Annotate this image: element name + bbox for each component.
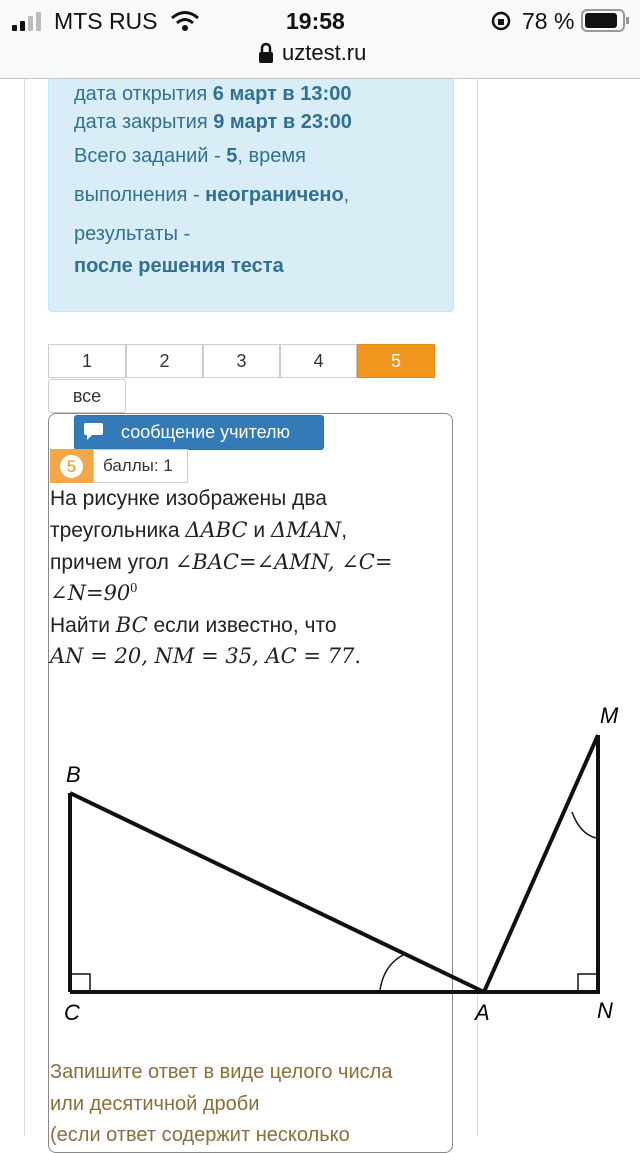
math-angles: ∠BAC=∠AMN, ∠C=	[174, 550, 393, 574]
tasks-value: 5	[226, 145, 238, 167]
battery-icon	[581, 9, 631, 33]
tasks-suffix: , время	[237, 145, 306, 167]
question-line-2	[50, 518, 347, 543]
page-2[interactable]: 2	[126, 344, 203, 378]
label-b: B	[66, 762, 81, 787]
question-number-badge	[50, 449, 93, 483]
text: ,	[341, 519, 348, 542]
points-label: баллы: 1	[93, 449, 188, 483]
right-angle-c	[72, 974, 90, 990]
math-degree: 0	[130, 581, 138, 596]
hint-line-1: Запишите ответ в виде целого числа	[50, 1061, 393, 1083]
text: и	[247, 519, 271, 542]
right-angle-n	[578, 974, 596, 990]
text: Найти	[50, 614, 116, 637]
question-number: 5	[60, 455, 83, 478]
page-3[interactable]: 3	[203, 344, 280, 378]
math-angle-n: ∠N=90	[50, 581, 131, 605]
carrier: MTS RUS	[54, 8, 158, 34]
duration-label: выполнения -	[74, 184, 206, 206]
clock: 19:58	[286, 8, 345, 34]
wifi-icon	[170, 10, 200, 32]
text: треугольника	[50, 519, 186, 542]
status-bar	[0, 0, 640, 79]
question-line-1: На рисунке изображены два	[50, 487, 327, 510]
text: причем угол	[50, 551, 175, 574]
signal-icon	[12, 12, 50, 32]
duration-suffix: ,	[343, 184, 350, 206]
page-4[interactable]: 4	[280, 344, 357, 378]
label-c: C	[64, 1000, 80, 1025]
label-a: A	[475, 1000, 490, 1025]
tasks-label: Всего заданий -	[74, 145, 227, 167]
open-value: 6 март в 13:00	[212, 83, 352, 105]
page-1[interactable]: 1	[48, 344, 126, 378]
duration-value: неограничено	[205, 184, 344, 206]
hint-line-3: (если ответ содержит несколько	[50, 1124, 350, 1146]
open-label: дата открытия	[74, 83, 208, 105]
results-value: после решения теста	[74, 255, 284, 277]
close-label: дата закрытия	[74, 111, 208, 133]
triangles-figure	[0, 700, 640, 1030]
results-label: результаты -	[74, 223, 191, 245]
page-5-active[interactable]: 5	[357, 344, 435, 378]
message-teacher-label: сообщение учителю	[121, 422, 291, 442]
close-value: 9 март в 23:00	[213, 111, 352, 133]
question-line-3	[50, 550, 392, 575]
rotation-lock-icon	[490, 10, 512, 32]
question-line-4	[50, 581, 137, 606]
hint-line-2: или десятичной дроби	[50, 1093, 260, 1115]
math-bc: BC	[115, 613, 148, 637]
battery-percent: 78 %	[522, 8, 575, 34]
label-n: N	[597, 998, 613, 1023]
question-line-6: AN = 20, NM = 35, AC = 77.	[50, 644, 362, 668]
lock-icon	[258, 42, 274, 64]
chat-icon	[84, 423, 104, 441]
message-teacher-button[interactable]	[74, 415, 324, 450]
angle-arc-m	[572, 812, 596, 838]
text: если известно, что	[147, 614, 337, 637]
url[interactable]: uztest.ru	[282, 40, 367, 65]
angle-arc-a	[380, 954, 405, 990]
math-abc: ΔABC	[185, 518, 248, 542]
side-ba	[70, 793, 484, 992]
side-am	[484, 735, 598, 992]
question-line-5	[50, 613, 337, 638]
label-m: M	[600, 703, 619, 728]
page-all[interactable]: все	[48, 379, 126, 413]
test-info-box	[48, 40, 454, 312]
math-man: ΔMAN	[270, 518, 342, 542]
